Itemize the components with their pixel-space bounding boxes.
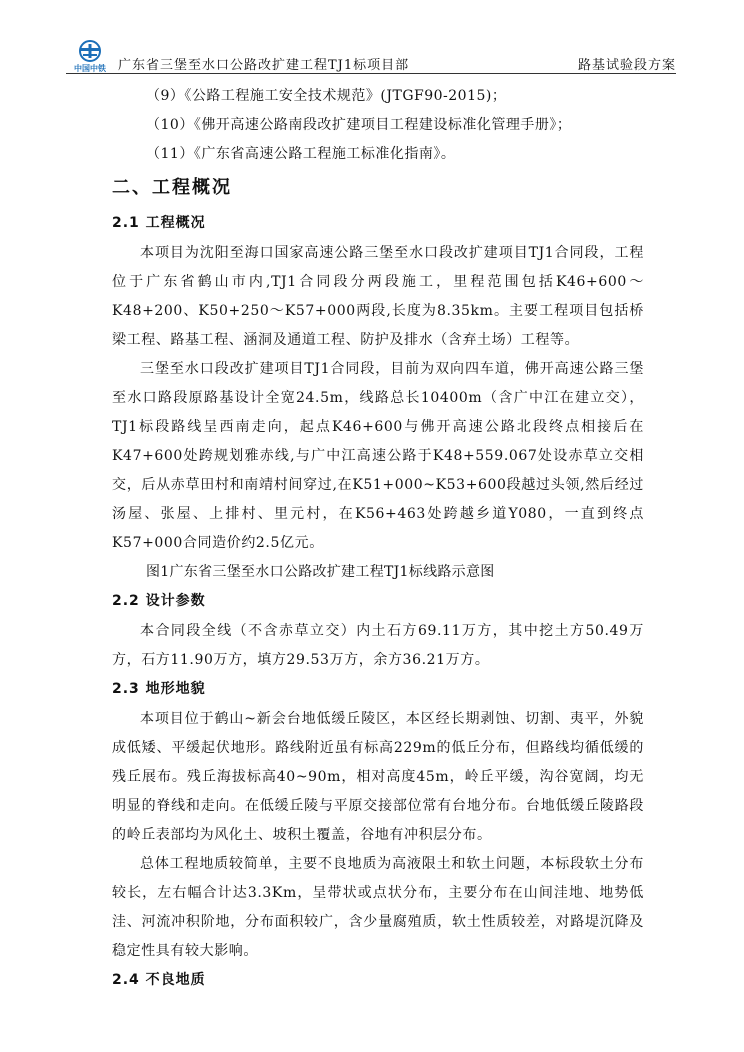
- logo-caption: 中国中铁: [74, 64, 106, 73]
- paragraph: 三堡至水口段改扩建项目TJ1合同段，目前为双向四车道，佛开高速公路三堡至水口路段原路基设计全宽24.5m，线路总长10400m（含广中江在建立交），TJ1标段路线呈西南走向，起点K46+600与佛开高速公路北段终点相接后在K47+600处跨规划雅赤线,与广中江高速公路于K48+559.067处设赤草立交相交，后从赤草田村和南靖村间穿过,在K51+000~K53+600段越过头领,然后经过汤屋、张屋、上排村、里元村，在K56+463处跨越乡道Y080，一直到终点K57+000合同造价约2.5亿元。: [112, 361, 644, 551]
- reference-item: （9）《公路工程施工安全技术规范》(JTGF90-2015)；: [146, 88, 507, 104]
- paragraph: 总体工程地质较简单，主要不良地质为高液限土和软土问题，本标段软土分布较长，左右幅合计达3.3Km，呈带状或点状分布，主要分布在山间洼地、地势低洼、河流冲积阶地，分布面积较广，含少量腐殖质，软土性质较差，对路堤沉降及稳定性具有较大影响。: [112, 856, 644, 959]
- subsection-heading: 2.2 设计参数: [112, 593, 206, 609]
- header-divider: [66, 73, 676, 74]
- subsection-heading: 2.4 不良地质: [112, 972, 206, 988]
- subsection-heading: 2.1 工程概况: [112, 215, 206, 231]
- crec-logo: [66, 40, 114, 74]
- paragraph: 本合同段全线（不含赤草立交）内土石方69.11万方，其中挖土方50.49万方，石方11.90万方，填方29.53万方，余方36.21万方。: [112, 623, 644, 668]
- section-heading: 二、工程概况: [112, 177, 232, 198]
- figure-caption: 图1广东省三堡至水口公路改扩建工程TJ1标线路示意图: [146, 564, 495, 580]
- subsection-heading: 2.3 地形地貌: [112, 681, 206, 697]
- document-body: [112, 86, 644, 996]
- page-header: [66, 40, 676, 74]
- reference-item: （10）《佛开高速公路南段改扩建项目工程建设标准化管理手册》；: [146, 117, 572, 133]
- paragraph: 本项目为沈阳至海口国家高速公路三堡至水口段改扩建项目TJ1合同段，工程位于广东省鹤山市内,TJ1合同段分两段施工，里程范围包括K46+600～K48+200、K50+250～K57+000两段,长度为8.35km。主要工程项目包括桥梁工程、路基工程、涵洞及通道工程、防护及排水（含弃土场）工程等。: [112, 245, 644, 348]
- reference-item: （11）《广东省高速公路工程施工标准化指南》。: [146, 146, 456, 162]
- paragraph: 本项目位于鹤山~新会台地低缓丘陵区，本区经长期剥蚀、切割、夷平，外貌成低矮、平缓起伏地形。路线附近虽有标高229m的低丘分布，但路线均循低缓的残丘展布。残丘海拔标高40~90m，相对高度45m，岭丘平缓，沟谷宽阔，均无明显的脊线和走向。在低缓丘陵与平原交接部位常有台地分布。台地低缓丘陵路段的岭丘表部均为风化土、坡积土覆盖，谷地有冲积层分布。: [112, 711, 644, 843]
- document-title: 路基试验段方案: [577, 58, 676, 73]
- crec-logo-icon: [66, 40, 114, 74]
- project-title: 广东省三堡至水口公路改扩建工程TJ1标项目部: [118, 58, 410, 73]
